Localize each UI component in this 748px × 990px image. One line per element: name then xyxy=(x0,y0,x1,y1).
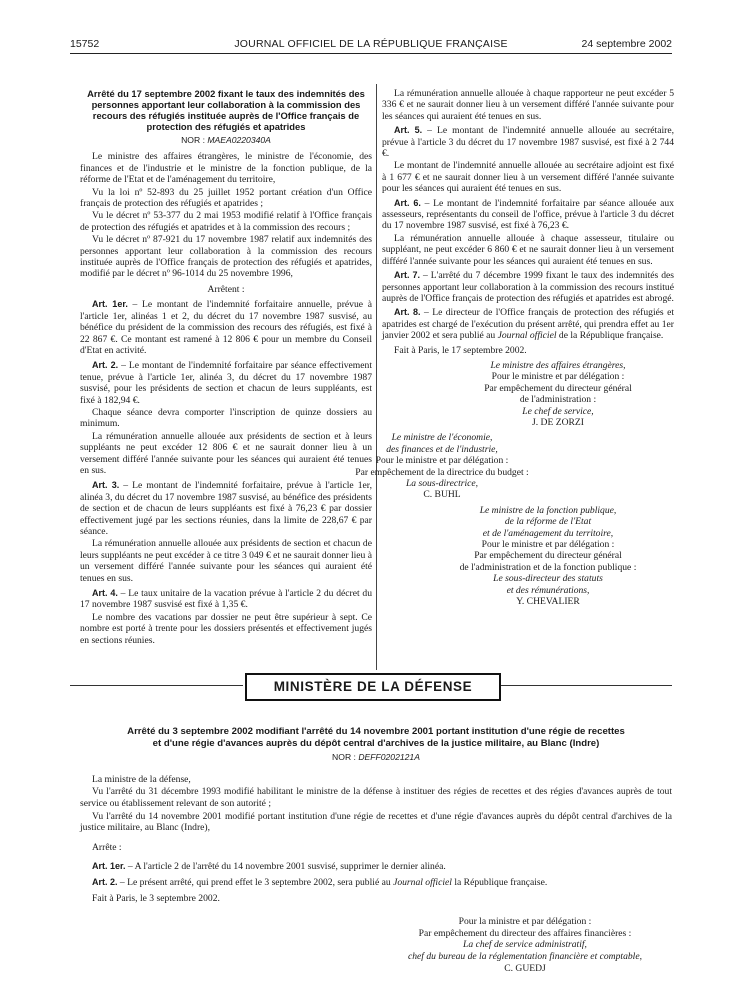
signatory-role: chef du bureau de la réglementation financière et comptable, xyxy=(407,950,642,962)
signature-block-fonction-publique xyxy=(422,505,674,608)
article-paragraph xyxy=(382,198,674,232)
paragraph: La rémunération annuelle allouée aux présidents de section et chacun de leurs suppléants ne peut excéder à ce titre 3 049 € et ne saurait donner lieu à un versement différé l'année suivante pour les séances qui auraient été tenues en sus. xyxy=(80,538,372,584)
visa-paragraph: Vu le décret nº 87-921 du 17 novembre 1987 relatif aux indemnités des personnes apportant leur collaboration à la commission des recours instituée auprès de l'Office français de protection des réfugiés et apatrides, modifié par le décret nº 96-1014 du 25 novembre 1996, xyxy=(80,234,372,280)
article-text: – Le taux unitaire de la vacation prévue à l'article 2 du décret du 17 novembre 1987 susvisé est fixé à 1,35 €. xyxy=(80,588,372,611)
signatory-minister: Le ministre des affaires étrangères, xyxy=(490,359,626,371)
paragraph: La rémunération annuelle allouée à chaque rapporteur ne peut excéder 5 336 € et ne saurait donner lieu à un versement différé l'année suivante pour les séances qui auraient été tenues en sus. xyxy=(382,88,674,122)
article-text: la République française. xyxy=(451,876,548,888)
page-number: 15752 xyxy=(70,38,100,50)
ministry-heading: MINISTÈRE DE LA DÉFENSE xyxy=(245,673,501,701)
signatory-minister: de la réforme de l'Etat xyxy=(504,516,592,528)
signatory-minister: et de l'aménagement du territoire, xyxy=(482,527,614,539)
nor-reference xyxy=(80,752,672,764)
signatory-line: Pour la ministre et par délégation : xyxy=(458,916,592,928)
left-column xyxy=(80,88,372,647)
signatory-minister: des finances et de l'industrie, xyxy=(386,443,498,455)
article-title-line: Arrêté du 3 septembre 2002 modifiant l'arrêté du 14 novembre 2001 portant institution d'une régie de recettes xyxy=(127,726,625,737)
issue-date: 24 septembre 2002 xyxy=(581,38,672,50)
article-label: Art. 7. xyxy=(394,270,421,281)
nor-label: NOR : xyxy=(181,135,205,145)
paragraph: Le nombre des vacations par dossier ne peut être supérieur à sept. Ce nombre est porté à trente pour les dossiers présentés et effectivement jugés en sections réunies. xyxy=(80,611,372,646)
signatory-line: Par empêchement de la directrice du budget : xyxy=(355,466,529,478)
signature-block-affaires-etrangeres xyxy=(442,360,674,428)
nor-label: NOR : xyxy=(332,752,356,763)
journal-title: JOURNAL OFFICIEL DE LA RÉPUBLIQUE FRANÇAISE xyxy=(234,38,508,50)
article-label: Art. 1er. xyxy=(92,299,128,310)
paragraph: Vu l'arrêté du 31 décembre 1993 modifié habilitant le ministre de la défense à instituer des régies de recettes et des régies d'avances auprès de tout service ou établissement relevant de son autorité ; xyxy=(80,786,672,809)
paragraph: Le montant de l'indemnité annuelle allouée au secrétaire adjoint est fixé à 1 677 € et ne saurait donner lieu à un versement différé l'année suivante pour les séances qui auraient été tenues en sus. xyxy=(382,160,674,195)
article-paragraph xyxy=(80,877,672,889)
signatory-line: Par empêchement du directeur général xyxy=(484,382,632,394)
article-text: de la République française. xyxy=(556,330,664,342)
defense-article xyxy=(80,726,672,974)
arrete-heading: Arrête : xyxy=(92,841,122,853)
fait-a-paris: Fait à Paris, le 3 septembre 2002. xyxy=(92,892,220,904)
header-rule xyxy=(70,53,672,54)
paragraph: Vu l'arrêté du 14 novembre 2001 modifié portant institution d'une régie de recettes et d'une régie d'avances auprès du dépôt central d'archives de la justice militaire, au Blanc (Indre), xyxy=(80,810,672,834)
signatory-role: et des rémunérations, xyxy=(506,584,590,596)
visa-paragraph: Vu la loi nº 52-893 du 25 juillet 1952 portant création d'un Office français de protection des réfugiés et apatrides ; xyxy=(80,186,372,210)
article-title xyxy=(82,726,670,749)
banner-rule-right xyxy=(499,685,672,686)
column-divider xyxy=(376,84,377,670)
signatory-name: C. BUHL xyxy=(423,489,461,501)
journal-officiel-text: Journal officiel xyxy=(393,876,452,888)
article-paragraph xyxy=(80,588,372,611)
signatory-minister: Le ministre de la fonction publique, xyxy=(479,504,617,516)
article-title-line: et d'une régie d'avances auprès du dépôt central d'archives de la justice militaire, au Blanc (Indre) xyxy=(152,737,600,749)
article-text: – L'arrêté du 7 décembre 1999 fixant le taux des indemnités des personnes apportant leur collaboration à la commission des recours institué auprès de l'Office français de protection des réfugiés et apatrides est abrogé. xyxy=(382,270,674,304)
article-text: – Le montant de l'indemnité forfaitaire annuelle, prévue à l'article 1er, alinéas 1 et 2, du décret du 17 novembre 1987 susvisé, au bénéfice du président de la commission des recours des réfugiés, est fixé à 22 867 €. Ce montant est ramené à 12 806 € pour un membre du Conseil d'Etat en activité. xyxy=(80,299,372,356)
signature-block-defense xyxy=(380,916,670,974)
signatory-line: Pour le ministre et par délégation : xyxy=(491,371,625,383)
article-paragraph xyxy=(382,270,674,304)
article-paragraph xyxy=(80,861,672,873)
nor-code: DEFF0202121A xyxy=(358,752,420,763)
signatory-name: J. DE ZORZI xyxy=(532,416,584,428)
article-paragraph xyxy=(80,360,372,406)
signatory-line: Par empêchement du directeur général xyxy=(474,550,622,562)
signatory-role: Le sous-directeur des statuts xyxy=(493,573,603,585)
article-text: – Le montant de l'indemnité forfaitaire par séance effectivement tenue, prévue à l'article 1er, alinéa 3, du décret du 17 novembre 1987 susvisé, pour les présidents de section et chacun de leurs suppléants, est fixé à 182,94 €. xyxy=(80,360,372,406)
signatory-line: Par empêchement du directeur des affaires financières : xyxy=(418,927,632,939)
nor-reference xyxy=(80,135,372,146)
signatory-line: de l'administration : xyxy=(519,394,597,406)
article-label: Art. 8. xyxy=(394,307,421,318)
article-text: – Le montant de l'indemnité forfaitaire, prévue à l'article 1er, alinéa 3, du décret du 17 novembre 1987 susvisé, au bénéfice des présidents de section et de chacun de leurs suppléants est fixé à 76,23 € par dossier effectivement jugé par les sections réunies, dans la limite de 228,67 € par séance. xyxy=(80,480,372,537)
article-text: – Le directeur de l'Office français de protection des réfugiés et apatrides est chargé de l'exécution du présent arrêté, qui prendra effet au 1er janvier 2002 et sera publié au xyxy=(382,307,674,342)
article-text: – Le montant de l'indemnité forfaitaire par séance allouée aux assesseurs, représentants du conseil de l'office, prévue à l'article 3 du décret du 17 novembre 1987 susvisé, est fixé à 76,23 €. xyxy=(382,197,674,232)
paragraph: Chaque séance devra comporter l'inscription de quinze dossiers au minimum. xyxy=(80,406,372,430)
page-header xyxy=(70,38,672,54)
signatory-line: Pour le ministre et par délégation : xyxy=(481,539,615,551)
article-title: Arrêté du 17 septembre 2002 fixant le taux des indemnités des personnes apportant leur collaboration à la commission des recours des réfugiés instituée auprès de l'Office français de protection des réfugiés et apatrides xyxy=(87,88,365,132)
signature-block-economie xyxy=(312,432,572,500)
article-label: Art. 2. xyxy=(92,876,118,887)
signatory-role: La chef de service administratif, xyxy=(463,939,587,951)
signatory-line: Pour le ministre et par délégation : xyxy=(375,455,509,467)
article-label: Art. 3. xyxy=(92,480,120,491)
visa-paragraph: Vu le décret nº 53-377 du 2 mai 1953 modifié relatif à l'Office français de protection des réfugiés et apatrides et à la commission des recours ; xyxy=(80,210,372,233)
arretent-heading: Arrêtent : xyxy=(207,283,245,295)
signatory-name: C. GUEDJ xyxy=(504,962,546,974)
signatory-role: La sous-directrice, xyxy=(405,478,479,489)
article-label: Art. 5. xyxy=(394,125,423,136)
signatory-minister: Le ministre de l'économie, xyxy=(391,432,493,444)
article-text: – Le montant de l'indemnité annuelle allouée au secrétaire, prévue à l'article 3 du décret du 17 novembre 1987 susvisé, est fixé à 2 744 €. xyxy=(382,125,674,160)
journal-officiel-text: Journal officiel xyxy=(497,330,557,342)
right-column xyxy=(355,88,674,608)
article-paragraph xyxy=(80,299,372,356)
article-label: Art. 4. xyxy=(92,588,118,599)
signatory-line: de l'administration et de la fonction publique : xyxy=(459,561,637,573)
banner-rule-left xyxy=(70,685,243,686)
fait-a-paris: Fait à Paris, le 17 septembre 2002. xyxy=(394,344,527,356)
article-text: – A l'article 2 de l'arrêté du 14 novembre 2001 susvisé, supprimer le dernier alinéa. xyxy=(125,861,446,873)
paragraph: La rémunération annuelle allouée aux présidents de section et à leurs suppléants ne peut excéder 12 806 € et ne saurait donner lieu à un versement différé l'année suivante pour les séances qui auraient été tenues en sus. xyxy=(80,430,372,476)
article-label: Art. 1er. xyxy=(92,861,126,872)
paragraph: La rémunération annuelle allouée à chaque assesseur, titulaire ou suppléant, ne peut excéder 6 860 € et ne saurait donner lieu à un versement différé l'année suivante pour les séances qui auraient été tenues en sus. xyxy=(382,232,674,267)
signatory-name: Y. CHEVALIER xyxy=(516,596,580,608)
article-paragraph xyxy=(382,307,674,341)
article-text: – Le présent arrêté, qui prend effet le 3 septembre 2002, sera publié au xyxy=(117,876,394,888)
article-paragraph xyxy=(382,125,674,159)
paragraph: La ministre de la défense, xyxy=(92,773,191,785)
signatory-role: Le chef de service, xyxy=(522,405,594,417)
article-label: Art. 2. xyxy=(92,360,119,371)
visa-paragraph: Le ministre des affaires étrangères, le ministre de l'économie, des finances et de l'industrie et le ministre de la fonction publique, de la réforme de l'Etat et de l'aménagement du territoire, xyxy=(80,151,372,186)
article-label: Art. 6. xyxy=(394,197,421,208)
nor-code: MAEA0220340A xyxy=(207,135,271,145)
